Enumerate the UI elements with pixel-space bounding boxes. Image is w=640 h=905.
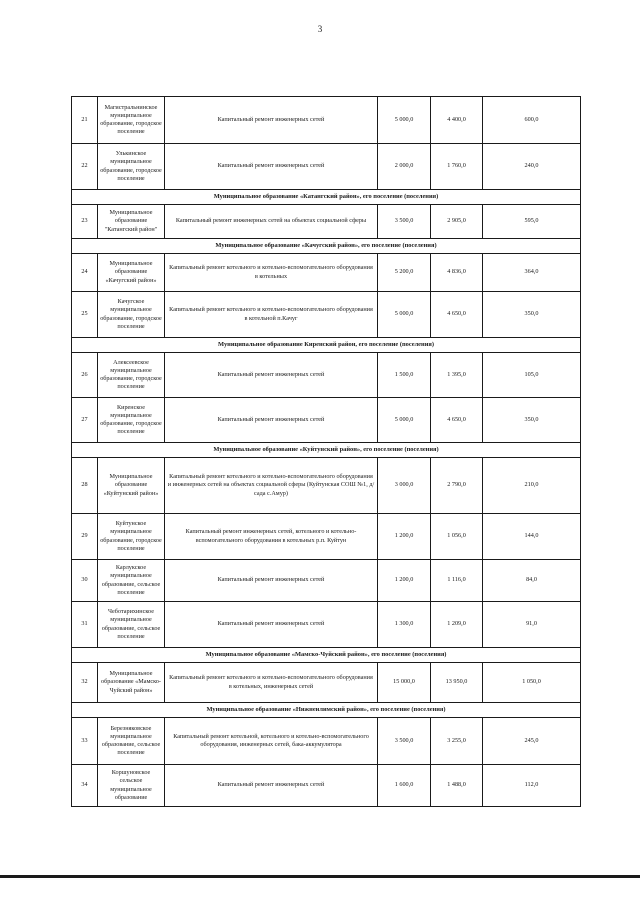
table-row bbox=[72, 398, 581, 443]
work-description: Капитальный ремонт котельной, котельного и котельно-вспомогательного оборудования, инженерных сетей, бака-аккумулятора bbox=[165, 718, 378, 765]
section-header-row bbox=[72, 190, 581, 205]
local-amount: 1 050,0 bbox=[483, 663, 581, 703]
row-number: 28 bbox=[72, 458, 98, 514]
table-row bbox=[72, 97, 581, 144]
work-description: Капитальный ремонт котельного и котельно-вспомогательного оборудования и инженерных сетей на объектах социальной сферы (Куйтунская СОШ №1, д/сада с.Амур) bbox=[165, 458, 378, 514]
regional-amount: 4 836,0 bbox=[431, 254, 483, 292]
row-number: 25 bbox=[72, 292, 98, 338]
row-number: 21 bbox=[72, 97, 98, 144]
municipality-name: Муниципальное образование «Куйтунский район» bbox=[98, 458, 165, 514]
table-row bbox=[72, 718, 581, 765]
section-title: Муниципальное образование «Катангский район», его поселение (поселения) bbox=[72, 190, 581, 205]
total-amount: 2 000,0 bbox=[378, 144, 431, 190]
work-description: Капитальный ремонт инженерных сетей bbox=[165, 97, 378, 144]
funding-table bbox=[71, 96, 581, 807]
table-row bbox=[72, 292, 581, 338]
municipality-name: Муниципальное образование «Качугский район» bbox=[98, 254, 165, 292]
total-amount: 1 200,0 bbox=[378, 560, 431, 602]
row-number: 23 bbox=[72, 205, 98, 239]
section-title: Муниципальное образование Киренский район, его поселение (поселения) bbox=[72, 338, 581, 353]
table-row bbox=[72, 663, 581, 703]
row-number: 32 bbox=[72, 663, 98, 703]
municipality-name: Магистральнинское муниципальное образование, городское поселение bbox=[98, 97, 165, 144]
local-amount: 91,0 bbox=[483, 602, 581, 648]
regional-amount: 1 056,0 bbox=[431, 514, 483, 560]
section-header-row bbox=[72, 443, 581, 458]
work-description: Капитальный ремонт котельного и котельно-вспомогательного оборудования в котельной п.Качуг bbox=[165, 292, 378, 338]
regional-amount: 2 905,0 bbox=[431, 205, 483, 239]
total-amount: 15 000,0 bbox=[378, 663, 431, 703]
total-amount: 1 600,0 bbox=[378, 765, 431, 807]
regional-amount: 1 760,0 bbox=[431, 144, 483, 190]
regional-amount: 1 395,0 bbox=[431, 353, 483, 398]
municipality-name: Карлукское муниципальное образование, сельское поселение bbox=[98, 560, 165, 602]
row-number: 33 bbox=[72, 718, 98, 765]
work-description: Капитальный ремонт инженерных сетей bbox=[165, 765, 378, 807]
local-amount: 245,0 bbox=[483, 718, 581, 765]
section-header-row bbox=[72, 703, 581, 718]
local-amount: 112,0 bbox=[483, 765, 581, 807]
row-number: 22 bbox=[72, 144, 98, 190]
work-description: Капитальный ремонт инженерных сетей bbox=[165, 353, 378, 398]
regional-amount: 1 488,0 bbox=[431, 765, 483, 807]
work-description: Капитальный ремонт инженерных сетей bbox=[165, 560, 378, 602]
section-title: Муниципальное образование «Качугский район», его поселение (поселения) bbox=[72, 239, 581, 254]
local-amount: 105,0 bbox=[483, 353, 581, 398]
total-amount: 3 500,0 bbox=[378, 718, 431, 765]
municipality-name: Алексеевское муниципальное образование, городское поселение bbox=[98, 353, 165, 398]
total-amount: 5 000,0 bbox=[378, 398, 431, 443]
regional-amount: 4 400,0 bbox=[431, 97, 483, 144]
regional-amount: 4 650,0 bbox=[431, 398, 483, 443]
work-description: Капитальный ремонт инженерных сетей bbox=[165, 144, 378, 190]
total-amount: 5 200,0 bbox=[378, 254, 431, 292]
total-amount: 3 000,0 bbox=[378, 458, 431, 514]
municipality-name: Муниципальное образование "Катангский район" bbox=[98, 205, 165, 239]
local-amount: 240,0 bbox=[483, 144, 581, 190]
table-row bbox=[72, 560, 581, 602]
section-header-row bbox=[72, 648, 581, 663]
total-amount: 1 500,0 bbox=[378, 353, 431, 398]
section-header-row bbox=[72, 338, 581, 353]
page-number: 3 bbox=[317, 24, 323, 34]
total-amount: 3 500,0 bbox=[378, 205, 431, 239]
regional-amount: 1 209,0 bbox=[431, 602, 483, 648]
work-description: Капитальный ремонт инженерных сетей на объектах социальной сферы bbox=[165, 205, 378, 239]
total-amount: 5 000,0 bbox=[378, 97, 431, 144]
table-body bbox=[72, 97, 581, 807]
section-header-row bbox=[72, 239, 581, 254]
table-row bbox=[72, 205, 581, 239]
total-amount: 5 000,0 bbox=[378, 292, 431, 338]
section-title: Муниципальное образование «Нижнеилимский район», его поселение (поселения) bbox=[72, 703, 581, 718]
row-number: 34 bbox=[72, 765, 98, 807]
total-amount: 1 300,0 bbox=[378, 602, 431, 648]
regional-amount: 1 116,0 bbox=[431, 560, 483, 602]
municipality-name: Куйтунское муниципальное образование, городское поселение bbox=[98, 514, 165, 560]
local-amount: 364,0 bbox=[483, 254, 581, 292]
regional-amount: 13 950,0 bbox=[431, 663, 483, 703]
regional-amount: 4 650,0 bbox=[431, 292, 483, 338]
local-amount: 210,0 bbox=[483, 458, 581, 514]
bottom-rule bbox=[0, 875, 640, 878]
work-description: Капитальный ремонт инженерных сетей bbox=[165, 398, 378, 443]
table-row bbox=[72, 602, 581, 648]
work-description: Капитальный ремонт котельного и котельно-вспомогательного оборудования в котельных, инженерных сетей bbox=[165, 663, 378, 703]
work-description: Капитальный ремонт инженерных сетей, котельного и котельно-вспомогательного оборудования в котельных р.п. Куйтун bbox=[165, 514, 378, 560]
local-amount: 144,0 bbox=[483, 514, 581, 560]
section-title: Муниципальное образование «Куйтунский район», его поселение (поселения) bbox=[72, 443, 581, 458]
municipality-name: Киренское муниципальное образование, городское поселение bbox=[98, 398, 165, 443]
table-row bbox=[72, 514, 581, 560]
municipality-name: Березняковское муниципальное образование, сельское поселение bbox=[98, 718, 165, 765]
local-amount: 600,0 bbox=[483, 97, 581, 144]
regional-amount: 2 790,0 bbox=[431, 458, 483, 514]
local-amount: 350,0 bbox=[483, 292, 581, 338]
municipality-name: Качугское муниципальное образование, городское поселение bbox=[98, 292, 165, 338]
table-row bbox=[72, 254, 581, 292]
local-amount: 595,0 bbox=[483, 205, 581, 239]
section-title: Муниципальное образование «Мамско-Чуйский район», его поселение (поселения) bbox=[72, 648, 581, 663]
municipality-name: Муниципальное образование «Мамско-Чуйский район» bbox=[98, 663, 165, 703]
work-description: Капитальный ремонт инженерных сетей bbox=[165, 602, 378, 648]
row-number: 30 bbox=[72, 560, 98, 602]
row-number: 27 bbox=[72, 398, 98, 443]
table-row bbox=[72, 144, 581, 190]
municipality-name: Улькинское муниципальное образование, городское поселение bbox=[98, 144, 165, 190]
row-number: 29 bbox=[72, 514, 98, 560]
row-number: 26 bbox=[72, 353, 98, 398]
table-row bbox=[72, 353, 581, 398]
municipality-name: Чеботарихинское муниципальное образование, сельское поселение bbox=[98, 602, 165, 648]
table-row bbox=[72, 765, 581, 807]
local-amount: 350,0 bbox=[483, 398, 581, 443]
row-number: 31 bbox=[72, 602, 98, 648]
work-description: Капитальный ремонт котельного и котельно-вспомогательного оборудования в котельных bbox=[165, 254, 378, 292]
regional-amount: 3 255,0 bbox=[431, 718, 483, 765]
row-number: 24 bbox=[72, 254, 98, 292]
local-amount: 84,0 bbox=[483, 560, 581, 602]
table-row bbox=[72, 458, 581, 514]
municipality-name: Коршуновское сельское муниципальное образование bbox=[98, 765, 165, 807]
total-amount: 1 200,0 bbox=[378, 514, 431, 560]
